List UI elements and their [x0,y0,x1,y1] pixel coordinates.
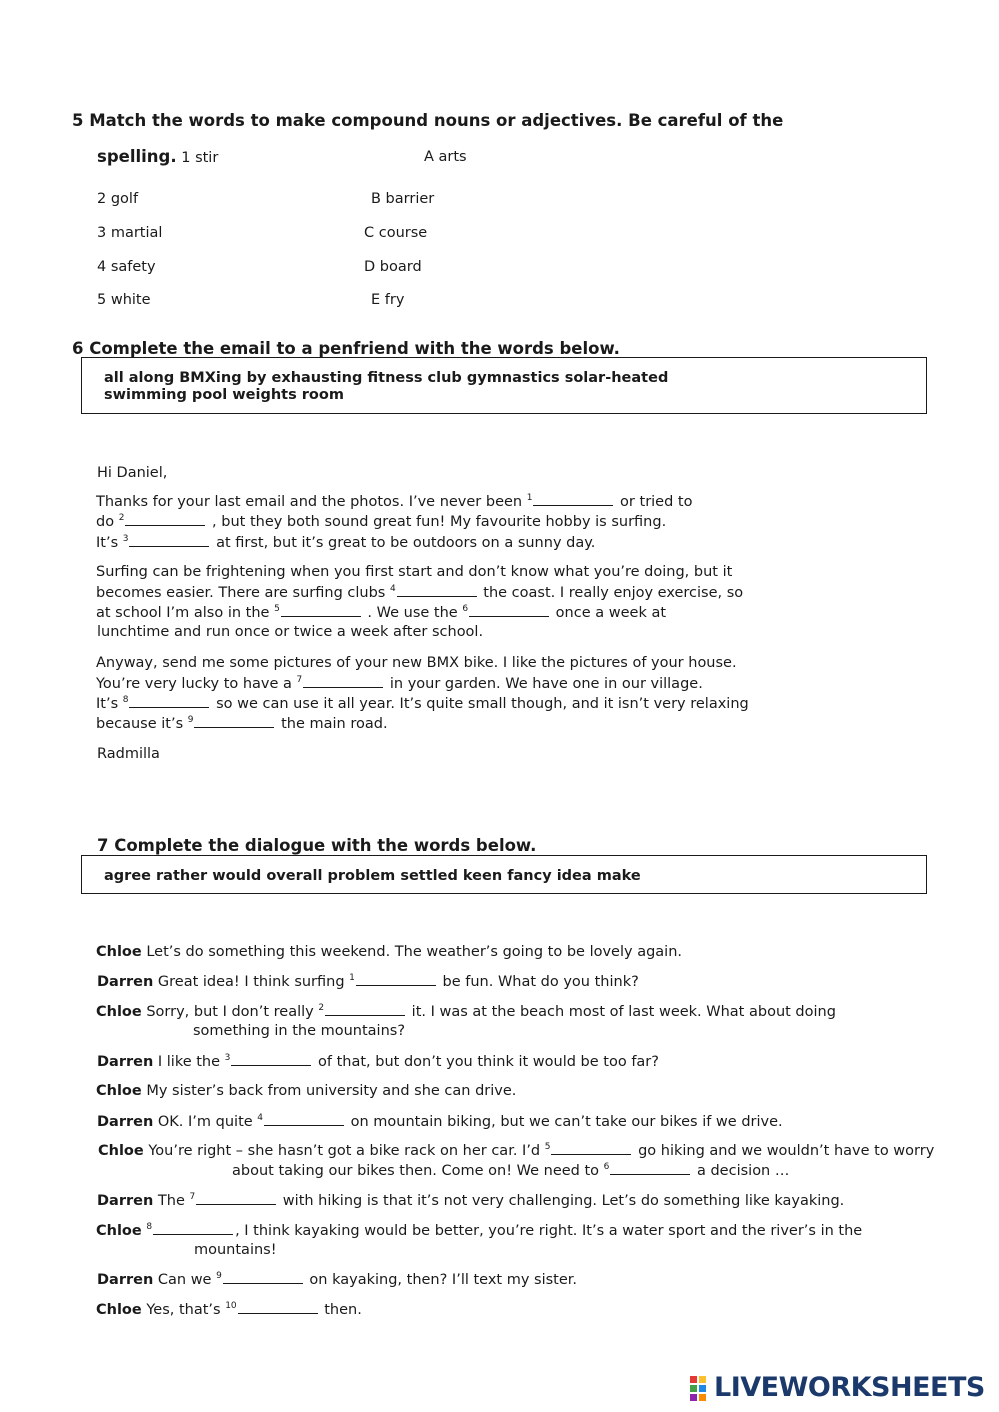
dialogue-line-11: Chloe Yes, that’s $^{10}$ then. [96,1301,362,1318]
email-p3-line-3: It’s $^8$ so we can use it all year. It’s quite small though, and it isn’t very relaxing [96,695,749,712]
email-blank-5[interactable] [281,604,361,617]
dialogue-blank-5[interactable] [551,1142,631,1155]
ex5-heading: 5 Match the words to make compound nouns or adjectives. Be careful of the [72,111,784,130]
dialogue-line-7: Chloe You’re right – she hasn’t got a bike rack on her car. I’d $^5$ go hiking and we wouldn’t have to worry [98,1142,935,1159]
dialogue-line-5: Chloe My sister’s back from university and she can drive. [96,1083,517,1099]
ex5-right-4: D board [364,259,422,275]
email-greeting: Hi Daniel, [97,465,168,481]
email-p3-line-2: You’re very lucky to have a $^7$ in your garden. We have one in our village. [96,675,703,692]
email-blank-4[interactable] [397,584,477,597]
ex5-left-4: 4 safety [97,259,156,275]
dialogue-line-6: Darren OK. I’m quite $^4$ on mountain biking, but we can’t take our bikes if we drive. [97,1113,783,1130]
ex5-right-2: B barrier [371,191,435,207]
email-p3-line-4: because it’s $^9$ the main road. [96,715,388,732]
dialogue-line-7-cont: about taking our bikes then. Come on! We need to $^6$ a decision … [232,1162,790,1179]
email-p1-line-3: It’s $^3$ at first, but it’s great to be outdoors on a sunny day. [96,534,596,551]
liveworksheets-logo [690,1372,990,1404]
ex5-left-5: 5 white [97,292,151,308]
dialogue-line-4: Darren I like the $^3$ of that, but don’t you think it would be too far? [97,1053,659,1070]
dialogue-line-3: Chloe Sorry, but I don’t really $^2$ it. I was at the beach most of last week. What about doing [96,1003,836,1020]
email-p1-line-1: Thanks for your last email and the photos. I’ve never been $^1$ or tried to [96,493,693,510]
email-blank-9[interactable] [194,715,274,728]
dialogue-blank-4[interactable] [264,1113,344,1126]
dialogue-line-8: Darren The $^7$ with hiking is that it’s not very challenging. Let’s do something like kayaking. [97,1192,845,1209]
dialogue-line-1: Chloe Let’s do something this weekend. The weather’s going to be lovely again. [96,944,682,960]
dialogue-blank-8[interactable] [153,1222,233,1235]
email-blank-7[interactable] [303,675,383,688]
ex6-word-box-line-1: all along BMXing by exhausting fitness club gymnastics solar-heated [104,370,669,386]
dialogue-blank-3[interactable] [231,1053,311,1066]
ex5-left-2: 2 golf [97,191,139,207]
email-blank-6[interactable] [469,604,549,617]
liveworksheets-logo-icon [690,1376,710,1400]
email-p2-line-4: lunchtime and run once or twice a week after school. [97,624,484,640]
ex5-right-1: A arts [424,149,467,165]
ex5-row-1 [97,147,218,166]
email-blank-1[interactable] [533,493,613,506]
dialogue-line-2: Darren Great idea! I think surfing $^1$ be fun. What do you think? [97,973,639,990]
email-blank-2[interactable] [125,513,205,526]
dialogue-line-10: Darren Can we $^9$ on kayaking, then? I’ll text my sister. [97,1271,578,1288]
ex7-word-box-text: agree rather would overall problem settled keen fancy idea make [104,868,641,884]
ex5-left-3: 3 martial [97,225,163,241]
ex6-word-box-line-2: swimming pool weights room [104,387,344,403]
dialogue-line-3-cont: something in the mountains? [193,1023,406,1039]
ex5-heading-cont: spelling. [97,147,177,166]
ex5-left-1: 1 stir [181,150,219,166]
email-p1-line-2: do $^2$ , but they both sound great fun! My favourite hobby is surfing. [96,513,667,530]
dialogue-line-9-cont: mountains! [194,1242,277,1258]
email-blank-8[interactable] [129,695,209,708]
ex6-heading: 6 Complete the email to a penfriend with the words below. [72,339,620,358]
dialogue-blank-6[interactable] [610,1162,690,1175]
dialogue-blank-7[interactable] [196,1192,276,1205]
email-p2-line-2: becomes easier. There are surfing clubs $^4$ the coast. I really enjoy exercise, so [96,584,744,601]
ex5-right-3: C course [364,225,428,241]
email-p3-line-1: Anyway, send me some pictures of your new BMX bike. I like the pictures of your house. [96,655,737,671]
liveworksheets-logo-text: LIVEWORKSHEETS [714,1372,985,1403]
dialogue-blank-10[interactable] [238,1301,318,1314]
dialogue-blank-1[interactable] [356,973,436,986]
dialogue-line-9: Chloe $^8$ , I think kayaking would be better, you’re right. It’s a water sport and the river’s in the [96,1222,863,1239]
ex5-right-5: E fry [371,292,405,308]
dialogue-blank-2[interactable] [325,1003,405,1016]
email-signoff: Radmilla [97,746,160,762]
email-p2-line-3: at school I’m also in the $^5$ . We use the $^6$ once a week at [96,604,667,621]
ex7-heading: 7 Complete the dialogue with the words below. [97,836,537,855]
email-blank-3[interactable] [129,534,209,547]
dialogue-blank-9[interactable] [223,1271,303,1284]
email-p2-line-1: Surfing can be frightening when you first start and don’t know what you’re doing, but it [96,564,733,580]
